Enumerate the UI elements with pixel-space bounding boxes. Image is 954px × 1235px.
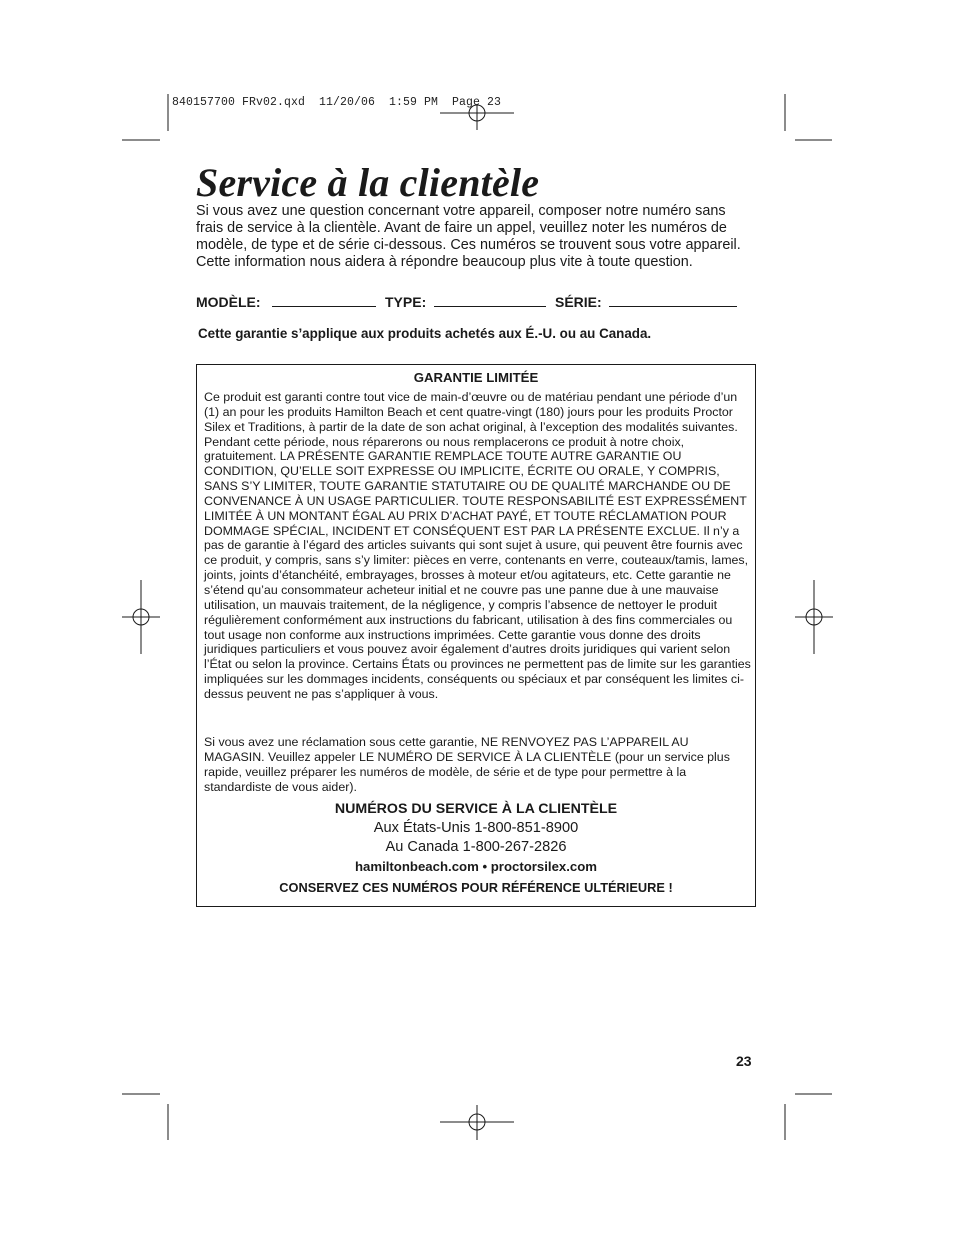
websites: hamiltonbeach.com • proctorsilex.com — [354, 859, 598, 874]
keep-numbers-note: CONSERVEZ CES NUMÉROS POUR RÉFÉRENCE ULTÉRIEURE ! — [279, 880, 673, 895]
registration-mark-bottom — [440, 1105, 514, 1140]
page-number: 23 — [736, 1053, 752, 1069]
canada-phone: Au Canada 1-800-267-2826 — [385, 839, 567, 855]
service-numbers-heading: NUMÉROS DU SERVICE À LA CLIENTÈLE — [334, 801, 618, 817]
type-label: TYPE: — [385, 294, 427, 310]
warranty-claim: Si vous avez une réclamation sous cette garantie, NE RENVOYEZ PAS L’APPAREIL AU MAGASIN. Veuillez appeler LE NUMÉRO DE SERVICE À LA CLIENTÈLE (pour un service plus rapide, veuillez préparer les numéros de modèle, de série et de type pour permettre à la standardiste de vous aider). — [204, 735, 730, 794]
product-id-fields — [196, 294, 756, 312]
file-slug: 840157700 FRv02.qxd 11/20/06 1:59 PM Page 23 — [172, 96, 502, 109]
warranty-body: Ce produit est garanti contre tout vice de main-d’œuvre ou de matériau pendant une période d’un (1) an pour les produits Hamilton Beach et cent quatre-vingt (180) jours pour les produits Proctor Silex et Traditions, à partir de la date de son achat original, à l’exception des modalités suivantes. Pendant cette période, nous réparerons ou nous remplacerons ce produit à notre choix, gratuitement. LA PRÉSENTE GARANTIE REMPLACE TOUTE AUTRE GARANTIE OU CONDITION, QU’ELLE SOIT EXPRESSE OU IMPLICITE, ÉCRITE OU ORALE, Y COMPRIS, SANS S’Y LIMITER, TOUTE GARANTIE STATUTAIRE OU DE QUALITÉ MARCHANDE OU DE CONVENANCE À UN USAGE PARTICULIER. TOUTE RESPONSABILITÉ EST EXPRESSÉMENT LIMITÉE À UN MONTANT ÉGAL AU PRIX D’ACHAT PAYÉ, ET TOUTE RÉCLAMATION POUR DOMMAGE SPÉCIAL, INCIDENT ET CONSÉQUENT EST PAR LA PRÉSENTE EXCLUE. Il n’y a pas de garantie à l’égard des articles suivants qui sont sujet à usure, qui peuvent être fournis avec ce produit, y compris, sans s’y limiter: pièces en verre, contenants en verre, couteaux/tamis, lames, joints, joints d’étanchéité, embrayages, brosses à moteur et/ou agitateurs, etc. Cette garantie ne s’étend qu’au consommateur acheteur initial et ne couvre pas une panne due à une mauvaise utilisation, un mauvais traitement, de la négligence, y compris l’absence de nettoyer le produit régulièrement conformément aux instructions du fabricant, utilisation à des fins commerciales ou tout usage non conforme aux instructions imprimées. Cette garantie vous donne des droits juridiques particuliers et vous pouvez avoir également d’autres droits juridiques qui varient selon l’État ou selon la province. Certains États ou provinces ne permettent pas de limite sur les garanties impliquées sur les dommages incidents, conséquents ou spéciaux et par conséquent les limites ci-dessus peuvent ne pas s’appliquer à vous. — [204, 390, 751, 701]
serial-field — [555, 294, 602, 310]
model-label: MODÈLE: — [196, 294, 261, 310]
warranty-box — [196, 364, 756, 907]
serial-label: SÉRIE: — [555, 294, 602, 310]
registration-mark-left — [122, 580, 160, 654]
model-field — [196, 294, 261, 310]
type-field — [385, 294, 426, 310]
intro-paragraph: Si vous avez une question concernant votre appareil, composer notre numéro sans frais de service à la clientèle. Avant de faire un appel, veuillez noter les numéros de modèle, de type et de série ci-dessous. Ces numéros se trouvent sous votre appareil. Cette information nous aidera à répondre beaucoup plus vite à toute question. — [196, 203, 741, 270]
coverage-note: Cette garantie s’applique aux produits achetés aux É.-U. ou au Canada. — [198, 326, 652, 341]
page-title: Service à la clientèle — [196, 160, 540, 205]
us-phone: Aux États-Unis 1-800-851-8900 — [373, 820, 579, 836]
registration-mark-right — [795, 580, 833, 654]
warranty-heading: GARANTIE LIMITÉE — [413, 370, 539, 385]
